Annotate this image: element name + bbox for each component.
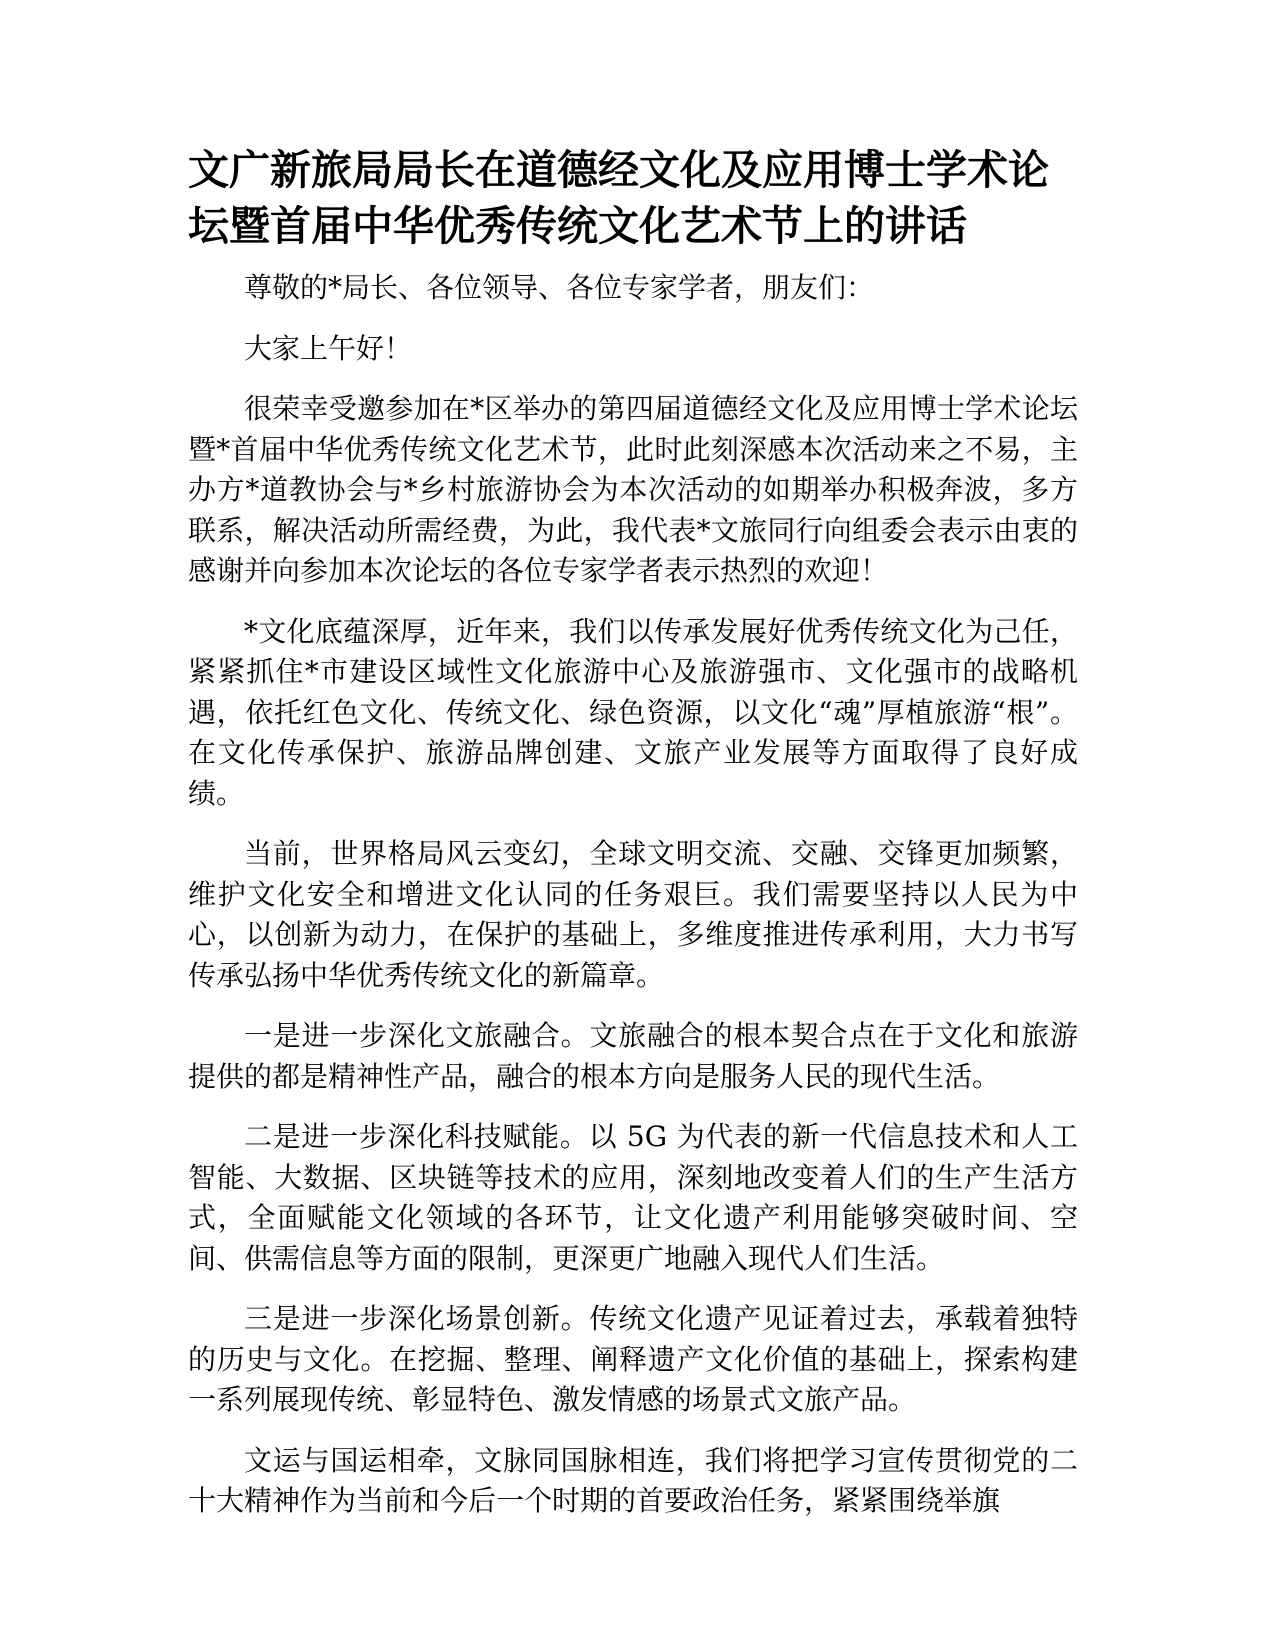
body-paragraph: 当前，世界格局风云变幻，全球文明交流、交融、交锋更加频繁，维护文化安全和增进文化认同的任务艰巨。我们需要坚持以人民为中心，以创新为动力，在保护的基础上，多维度推进传承利用，大力书写传承弘扬中华优秀传统文化的新篇章。: [188, 837, 1078, 992]
body-paragraph: 一是进一步深化文旅融合。文旅融合的根本契合点在于文化和旅游提供的都是精神性产品，融合的根本方向是服务人民的现代生活。: [188, 1019, 1078, 1093]
body-paragraph: 很荣幸受邀参加在*区举办的第四届道德经文化及应用博士学术论坛暨*首届中华优秀传统文化艺术节，此时此刻深感本次活动来之不易，主办方*道教协会与*乡村旅游协会为本次活动的如期举办积极奔波，多方联系，解决活动所需经费，为此，我代表*文旅同行向组委会表示由衷的感谢并向参加本次论坛的各位专家学者表示热烈的欢迎！: [188, 392, 1078, 587]
document-title: 文广新旅局局长在道德经文化及应用博士学术论坛暨首届中华优秀传统文化艺术节上的讲话: [188, 146, 1049, 250]
salutation-paragraph: 尊敬的*局长、各位领导、各位专家学者，朋友们：: [244, 271, 875, 304]
greeting-paragraph: 大家上午好！: [244, 331, 413, 365]
document-body: [188, 142, 1078, 1542]
body-paragraph: 二是进一步深化科技赋能。以 5G 为代表的新一代信息技术和人工智能、大数据、区块链等技术的应用，深刻地改变着人们的生产生活方式，全面赋能文化领域的各环节，让文化遗产利用能够突破时间、空间、供需信息等方面的限制，更深更广地融入现代人们生活。: [188, 1120, 1078, 1275]
body-paragraph: 文运与国运相牵，文脉同国脉相连，我们将把学习宣传贯彻党的二十大精神作为当前和今后一个时期的首要政治任务，紧紧围绕举旗: [188, 1443, 1078, 1517]
body-paragraph: *文化底蕴深厚，近年来，我们以传承发展好优秀传统文化为己任，紧紧抓住*市建设区域性文化旅游中心及旅游强市、文化强市的战略机遇，依托红色文化、传统文化、绿色资源，以文化“魂”厚植旅游“根”。在文化传承保护、旅游品牌创建、文旅产业发展等方面取得了良好成绩。: [188, 614, 1078, 810]
body-paragraph: 三是进一步深化场景创新。传统文化遗产见证着过去，承载着独特的历史与文化。在挖掘、整理、阐释遗产文化价值的基础上，探索构建一系列展现传统、彰显特色、激发情感的场景式文旅产品。: [188, 1302, 1078, 1416]
